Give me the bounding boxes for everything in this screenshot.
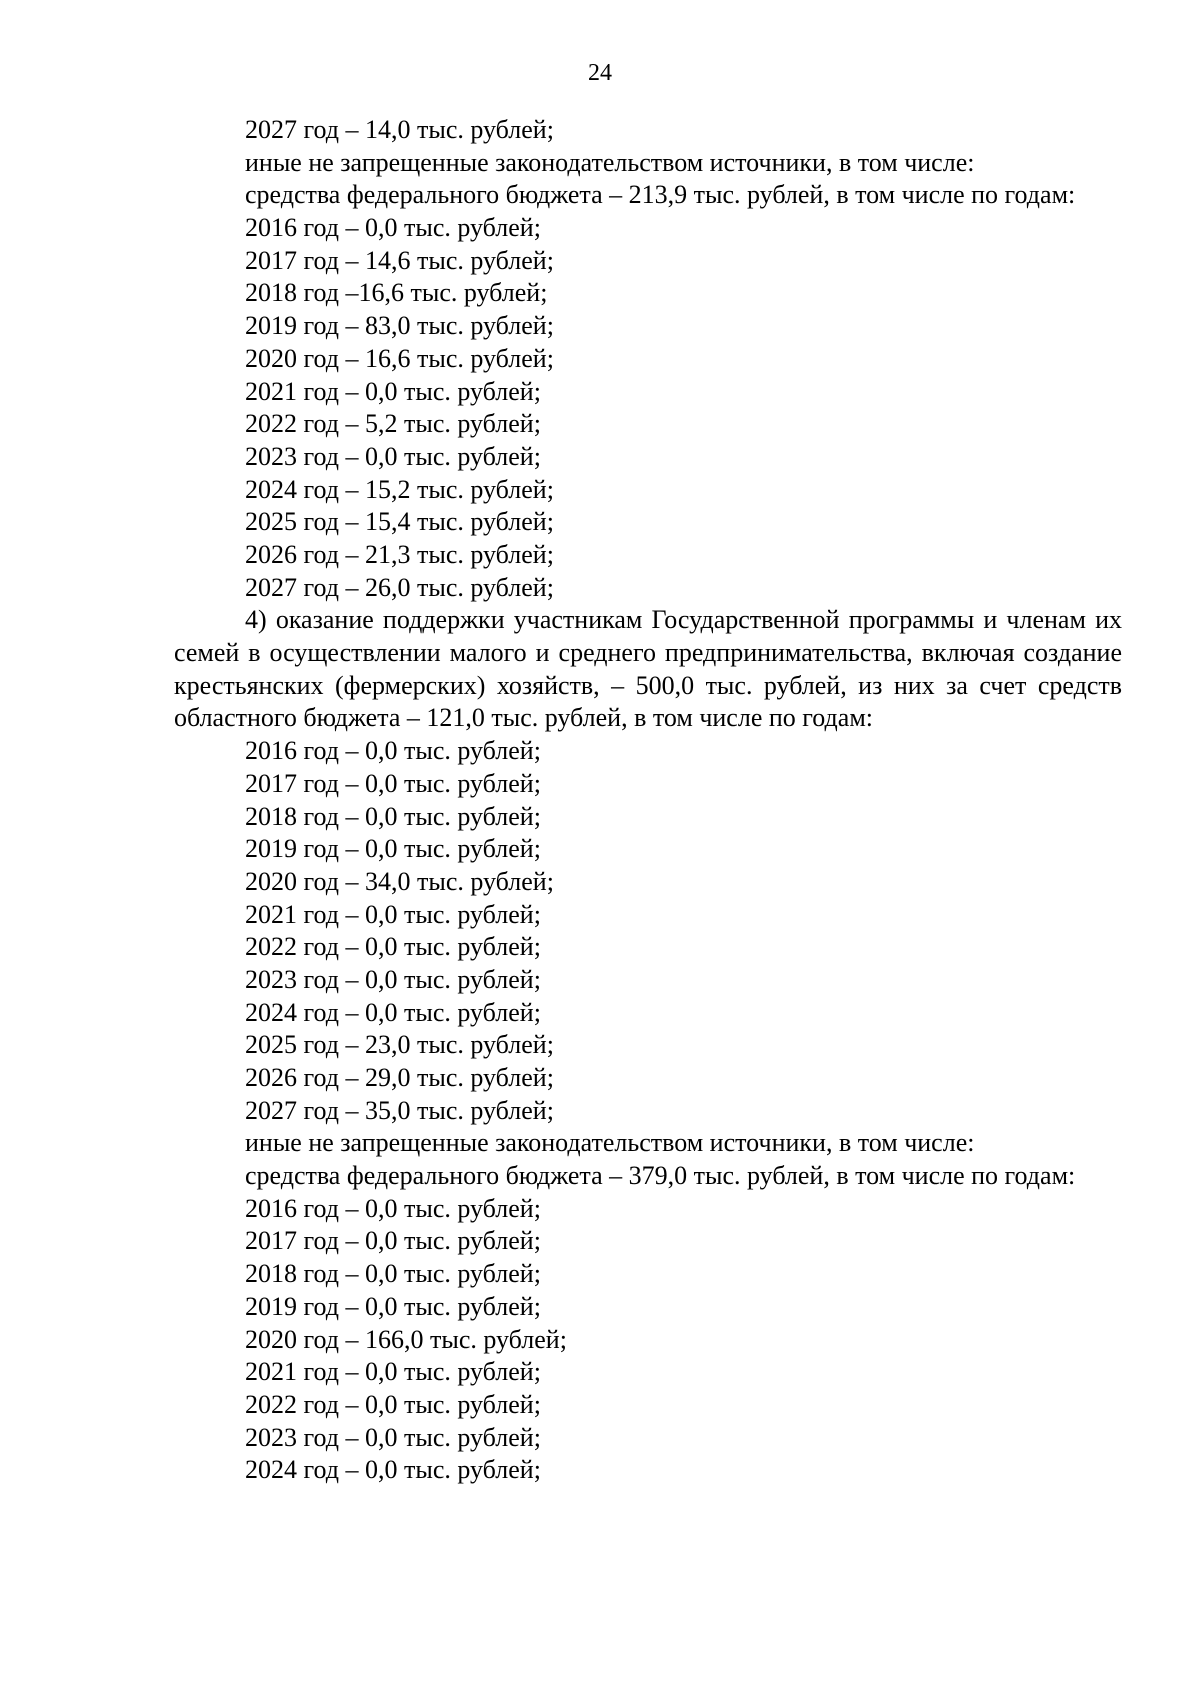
list-item: 2020 год – 166,0 тыс. рублей; xyxy=(245,1324,567,1354)
list-item: 2023 год – 0,0 тыс. рублей; xyxy=(245,964,541,994)
list-item: 2019 год – 0,0 тыс. рублей; xyxy=(245,1291,541,1321)
list-item: 2022 год – 0,0 тыс. рублей; xyxy=(245,1389,541,1419)
list-item: 2017 год – 0,0 тыс. рублей; xyxy=(245,1226,541,1256)
list-item: 2022 год – 0,0 тыс. рублей; xyxy=(245,932,541,962)
list-item: 2016 год – 0,0 тыс. рублей; xyxy=(245,1193,541,1223)
list-item: 2023 год – 0,0 тыс. рублей; xyxy=(245,1422,541,1452)
list-item: 2016 год – 0,0 тыс. рублей; xyxy=(245,213,541,243)
list-item: 2021 год – 0,0 тыс. рублей; xyxy=(245,376,541,406)
item-4-paragraph: 4) оказание поддержки участникам Государственной программы и членам их семей в осуществлении малого и среднего предпринимательства, включая создание крестьянских (фермерских) хозяйств, – 500,0 тыс. рублей, из них за счет средств областного бюджета – 121,0 тыс. рублей, в том числе по годам: xyxy=(174,605,1122,733)
text-line: 2027 год – 14,0 тыс. рублей; xyxy=(245,115,554,144)
federal-budget-paragraph: средства федерального бюджета – 379,0 тыс. рублей, в том числе по годам: xyxy=(245,1161,1076,1191)
list-item: 2027 год – 35,0 тыс. рублей; xyxy=(245,1095,554,1125)
list-item: 2022 год – 5,2 тыс. рублей; xyxy=(245,409,541,439)
list-item: 2024 год – 0,0 тыс. рублей; xyxy=(245,1455,541,1485)
list-item: 2018 год – 0,0 тыс. рублей; xyxy=(245,1259,541,1289)
document-body xyxy=(174,114,1122,1487)
list-item: 2021 год – 0,0 тыс. рублей; xyxy=(245,1357,541,1387)
list-item: 2017 год – 14,6 тыс. рублей; xyxy=(245,245,554,275)
list-item: 2025 год – 15,4 тыс. рублей; xyxy=(245,507,554,537)
list-item: 2018 год –16,6 тыс. рублей; xyxy=(245,278,548,308)
list-item: 2026 год – 21,3 тыс. рублей; xyxy=(245,539,554,569)
page-number: 24 xyxy=(588,60,612,86)
list-item: 2016 год – 0,0 тыс. рублей; xyxy=(245,736,541,766)
list-item: 2021 год – 0,0 тыс. рублей; xyxy=(245,899,541,929)
list-item: 2024 год – 15,2 тыс. рублей; xyxy=(245,474,554,504)
text-line: иные не запрещенные законодательством источники, в том числе: xyxy=(245,1128,975,1158)
list-item: 2023 год – 0,0 тыс. рублей; xyxy=(245,441,541,471)
list-item: 2020 год – 16,6 тыс. рублей; xyxy=(245,343,554,373)
list-item: 2027 год – 26,0 тыс. рублей; xyxy=(245,572,554,602)
list-item: 2019 год – 0,0 тыс. рублей; xyxy=(245,834,541,864)
list-item: 2019 год – 83,0 тыс. рублей; xyxy=(245,311,554,341)
federal-budget-years-list xyxy=(174,212,1122,604)
list-item: 2018 год – 0,0 тыс. рублей; xyxy=(245,801,541,831)
list-item: 2025 год – 23,0 тыс. рублей; xyxy=(245,1030,554,1060)
federal-budget-years-list xyxy=(174,1193,1122,1487)
text-line: иные не запрещенные законодательством источники, в том числе: xyxy=(245,147,975,177)
list-item: 2024 год – 0,0 тыс. рублей; xyxy=(245,997,541,1027)
list-item: 2020 год – 34,0 тыс. рублей; xyxy=(245,866,554,896)
list-item: 2026 год – 29,0 тыс. рублей; xyxy=(245,1063,554,1093)
regional-budget-years-list xyxy=(174,735,1122,1127)
list-item: 2017 год – 0,0 тыс. рублей; xyxy=(245,768,541,798)
federal-budget-paragraph: средства федерального бюджета – 213,9 тыс. рублей, в том числе по годам: xyxy=(245,180,1076,210)
